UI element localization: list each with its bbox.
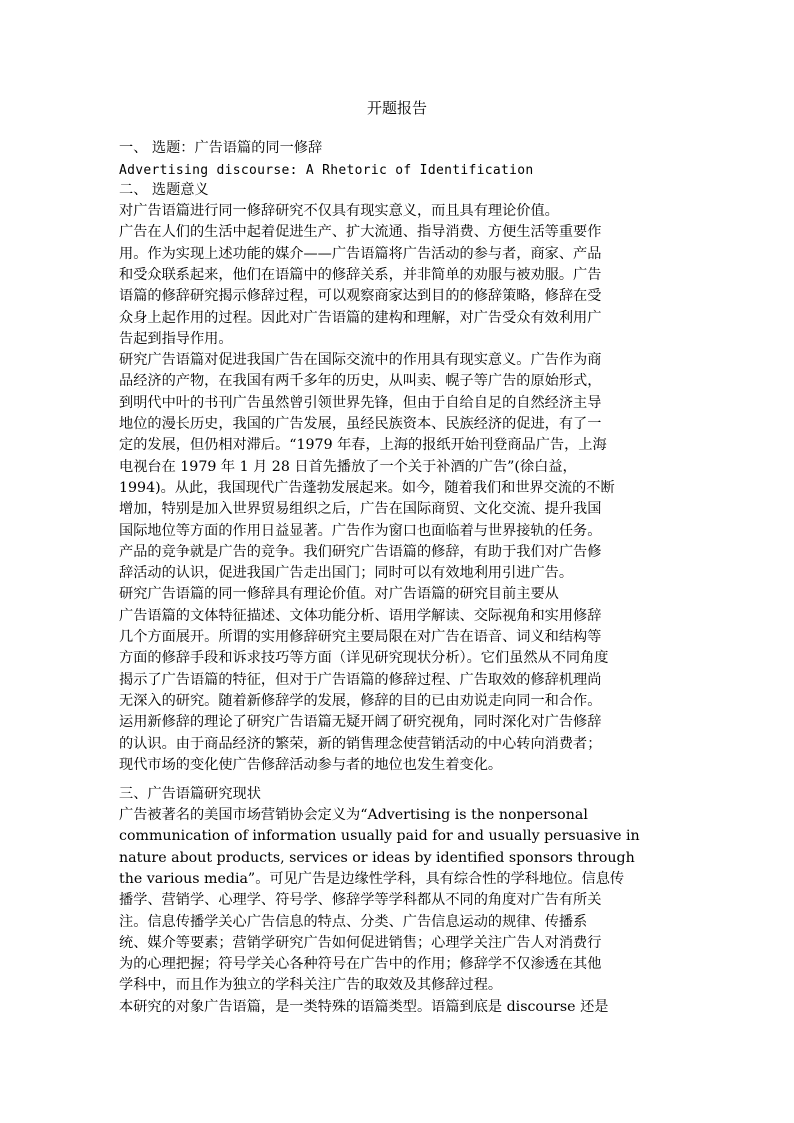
body-line: 几个方面展开。所谓的实用修辞研究主要局限在对广告在语音、词义和结构等 [119, 629, 602, 645]
body-line: 揭示了广告语篇的特征，但对于广告语篇的修辞过程、广告取效的修辞机理尚 [119, 671, 602, 688]
body-line: 播学、营销学、心理学、符号学、修辞学等学科都从不同的角度对广告有所关 [119, 892, 602, 909]
body-line: 运用新修辞的理论了研究广告语篇无疑开阔了研究视角，同时深化对广告修辞 [119, 714, 602, 731]
body-line: 增加，特别是加入世界贸易组织之后，广告在国际商贸、文化交流、提升我国 [119, 501, 602, 518]
body-line: 本研究的对象广告语篇，是一类特殊的语篇类型。语篇到底是 discourse 还是 [119, 998, 609, 1015]
section2-heading: 二、 选题意义 [119, 182, 209, 198]
section1-heading: 一、 选题：广告语篇的同一修辞 [119, 140, 323, 156]
document-page [119, 0, 675, 1123]
body-line: 到明代中叶的书刊广告虽然曾引领世界先锋，但由于自给自足的自然经济主导 [119, 394, 602, 411]
body-line: 地位的漫长历史，我国的广告发展，虽经民族资本、民族经济的促进，有了一 [119, 416, 602, 432]
body-line: 定的发展，但仍相对滞后。“1979 年春，上海的报纸开始刊登商品广告，上海 [119, 437, 607, 454]
body-line: 广告被著名的美国市场营销协会定义为“Advertising is the nonpersonal [119, 807, 588, 823]
body-line: nature about products, services or ideas by identified sponsors through [119, 849, 635, 866]
body-line: 1994)。从此，我国现代广告蓬勃发展起来。如今，随着我们和世界交流的不断 [119, 479, 615, 496]
body-line: 辞活动的认识，促进我国广告走出国门；同时可以有效地利用引进广告。 [119, 565, 574, 582]
section3-heading: 三、广告语篇研究现状 [119, 786, 261, 802]
body-line: 注。信息传播学关心广告信息的特点、分类、广告信息运动的规律、传播系 [119, 913, 588, 930]
body-line: 电视台在 1979 年 1 月 28 日首先播放了一个关于补酒的广告”(徐白益， [119, 458, 577, 475]
body-line: 现代市场的变化使广告修辞活动参与者的地位也发生着变化。 [119, 756, 503, 773]
section1-english-title: Advertising discourse: A Rhetoric of Identification [119, 163, 534, 178]
document-title: 开题报告 [366, 99, 427, 117]
body-line: 语篇的修辞研究揭示修辞过程，可以观察商家达到目的的修辞策略，修辞在受 [119, 288, 602, 305]
body-line: 为的心理把握；符号学关心各种符号在广告中的作用；修辞学不仅渗透在其他 [119, 956, 602, 973]
body-line: 对广告语篇进行同一修辞研究不仅具有现实意义，而且具有理论价值。 [119, 203, 559, 219]
body-line: 方面的修辞手段和诉求技巧等方面（详见研究现状分析）。它们虽然从不同角度 [119, 650, 609, 667]
body-line: 无深入的研究。随着新修辞学的发展，修辞的目的已由劝说走向同一和合作。 [119, 692, 602, 709]
body-line: 广告语篇的文体特征描述、文体功能分析、语用学解读、交际视角和实用修辞 [119, 607, 602, 624]
body-line: communication of information usually paid for and usually persuasive in [119, 828, 640, 845]
body-line: 告起到指导作用。 [119, 330, 233, 347]
body-line: 研究广告语篇对促进我国广告在国际交流中的作用具有现实意义。广告作为商 [119, 352, 602, 369]
body-line: 统、媒介等要素；营销学研究广告如何促进销售；心理学关注广告人对消费行 [119, 934, 602, 951]
body-line: 产品的竞争就是广告的竞争。我们研究广告语篇的修辞，有助于我们对广告修 [119, 543, 602, 560]
body-line: 国际地位等方面的作用日益显著。广告作为窗口也面临着与世界接轨的任务。 [119, 522, 602, 539]
body-line: 和受众联系起来，他们在语篇中的修辞关系，并非简单的劝服与被劝服。广告 [119, 266, 602, 283]
body-line: 品经济的产物，在我国有两千多年的历史，从叫卖、幌子等广告的原始形式， [119, 373, 602, 390]
body-line: 众身上起作用的过程。因此对广告语篇的建构和理解，对广告受众有效利用广 [119, 309, 602, 326]
body-line: 研究广告语篇的同一修辞具有理论价值。对广告语篇的研究目前主要从 [119, 586, 559, 603]
body-line: 的认识。由于商品经济的繁荣，新的销售理念使营销活动的中心转向消费者； [119, 735, 602, 752]
body-line: 学科中，而且作为独立的学科关注广告的取效及其修辞过程。 [119, 977, 503, 994]
body-line: 广告在人们的生活中起着促进生产、扩大流通、指导消费、方便生活等重要作 [119, 224, 602, 241]
body-line: 用。作为实现上述功能的媒介——广告语篇将广告活动的参与者，商家、产品 [119, 245, 602, 262]
body-line: the various media”。可见广告是边缘性学科，具有综合性的学科地位。信息传 [119, 870, 625, 887]
